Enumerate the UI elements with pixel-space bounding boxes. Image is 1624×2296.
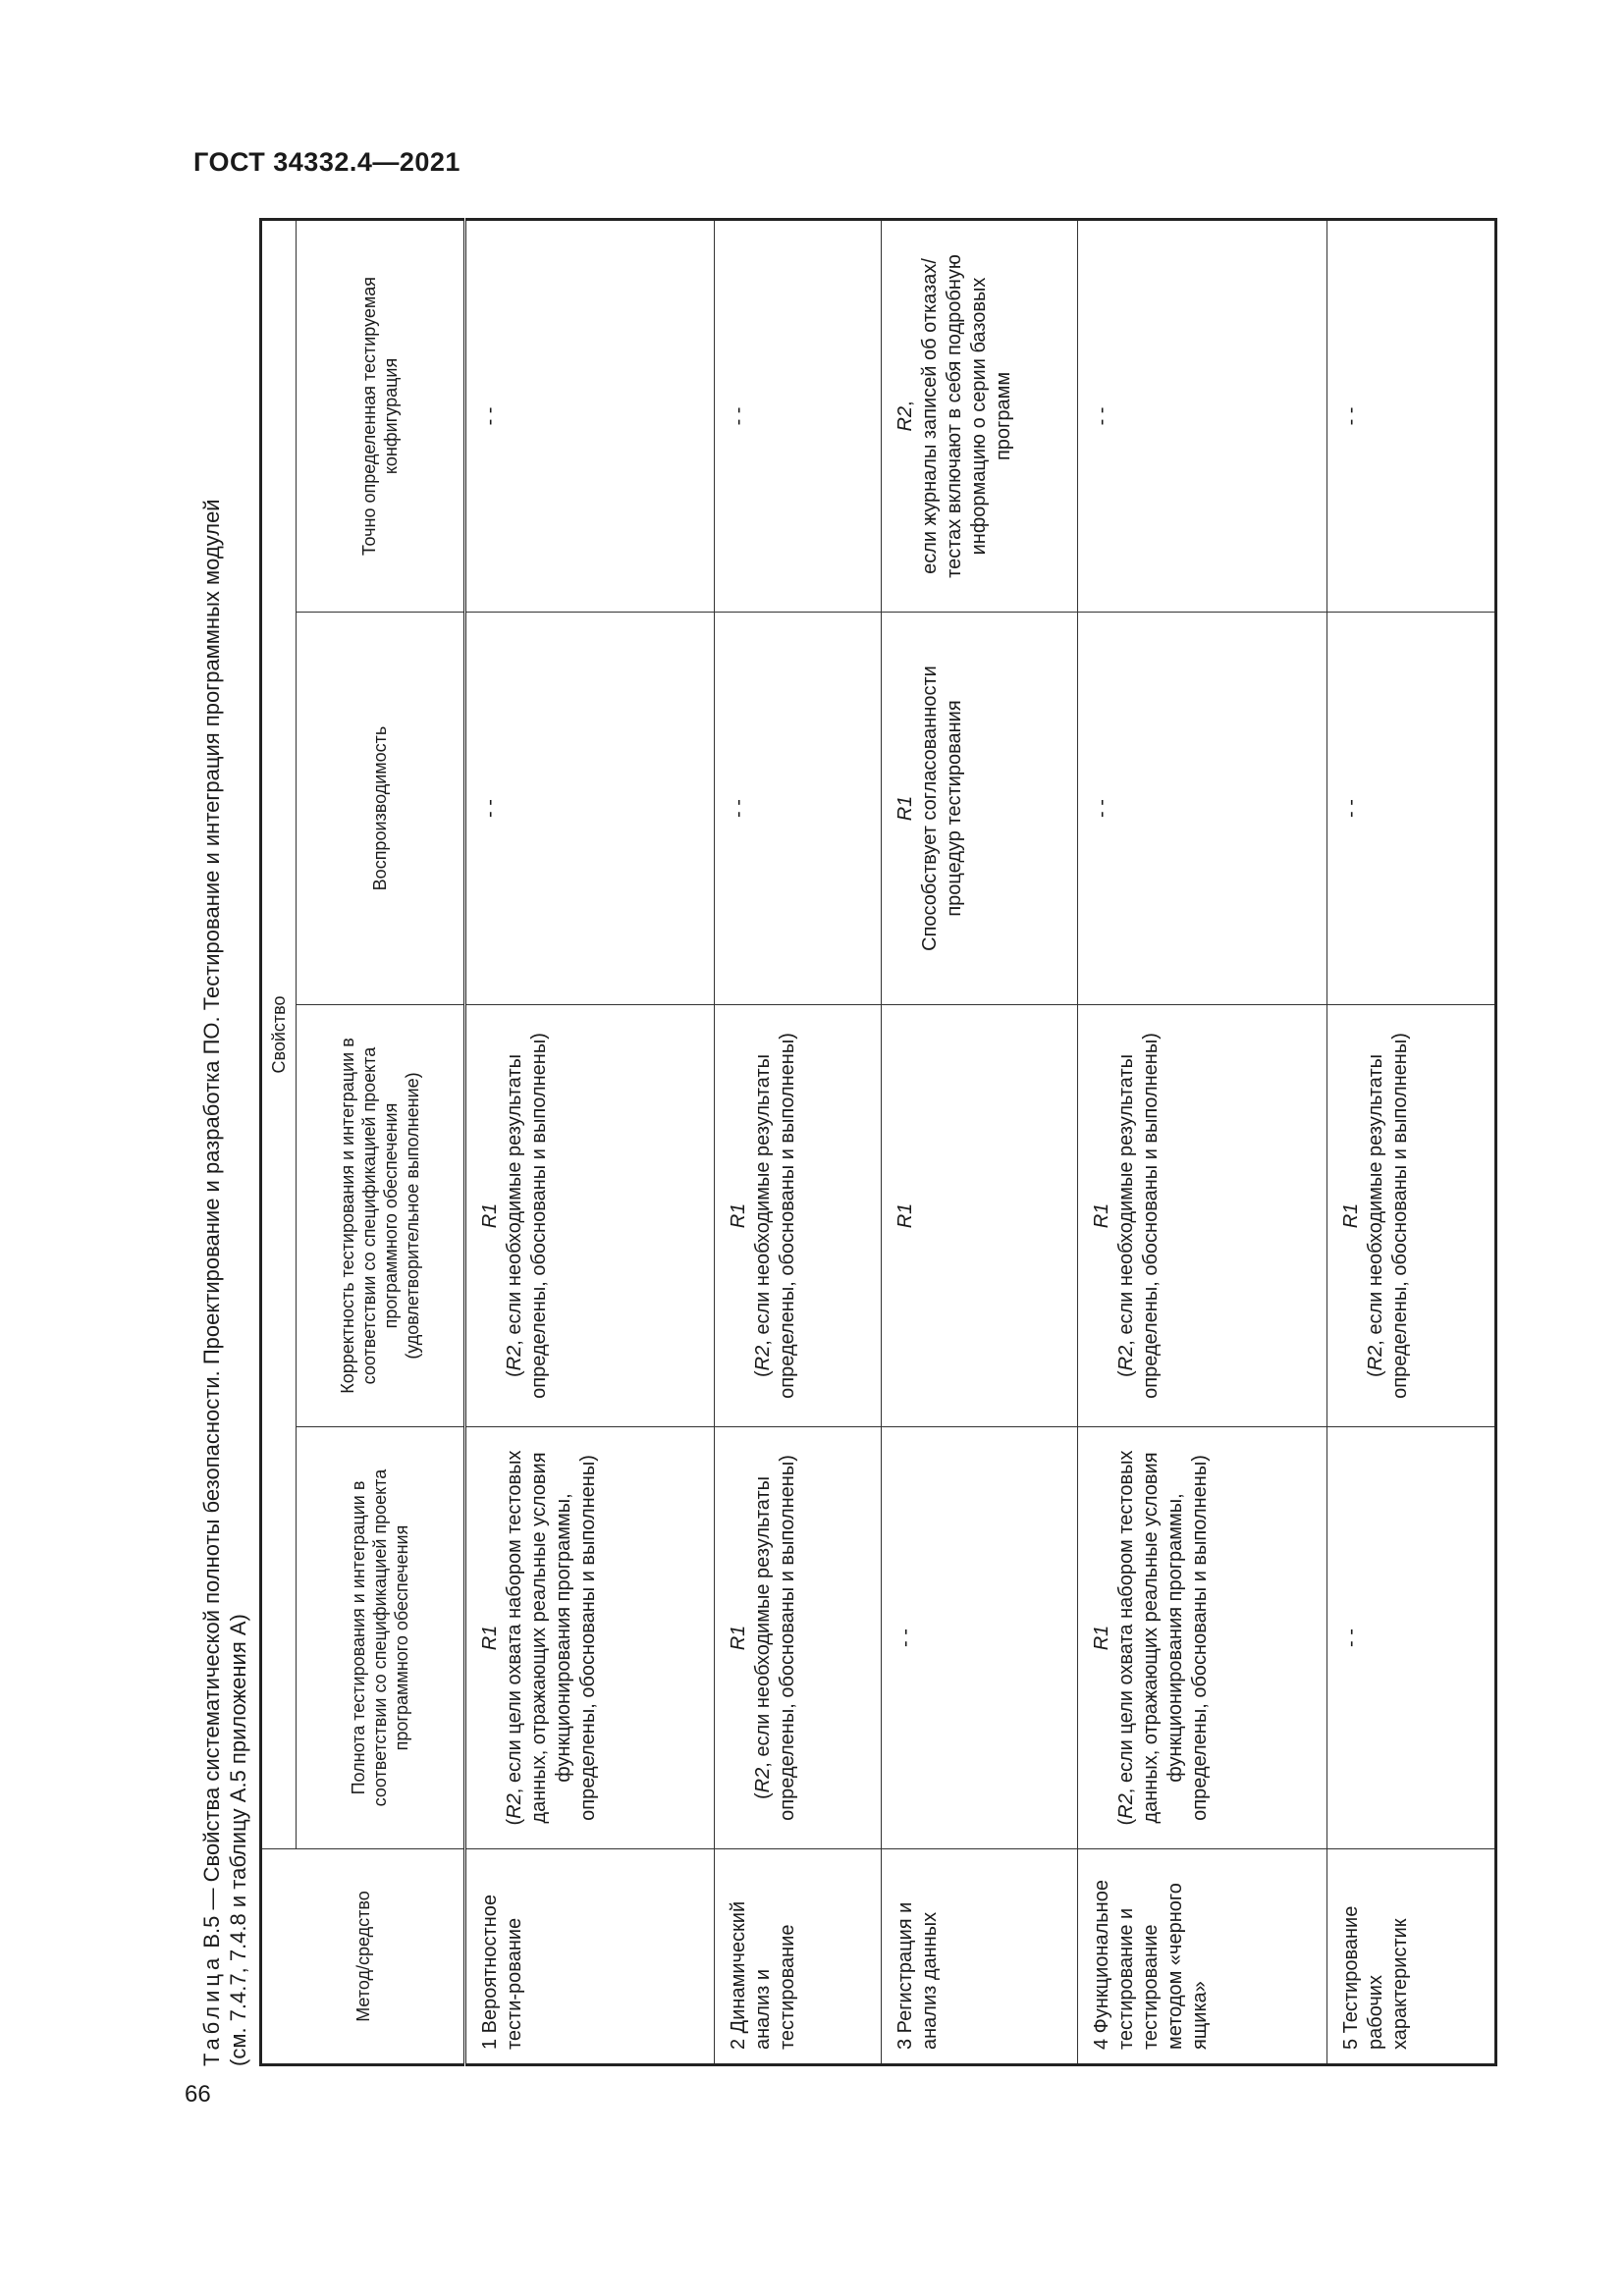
- cell-col-4: - -: [1327, 219, 1496, 612]
- table-row: [715, 219, 882, 2064]
- properties-table: [259, 218, 1497, 2066]
- document-code: ГОСТ 34332.4—2021: [193, 147, 460, 177]
- rank-label: R1: [1091, 1202, 1112, 1229]
- rank-label: R2: [894, 405, 916, 432]
- cell-col-1: - -: [882, 1427, 1078, 1849]
- note-text: , если цели охвата набором тестовых данных, отражающих реальные условия функционирования программы, определены, обоснованы и выполнены): [1115, 1450, 1211, 1824]
- cell-col-2: [1327, 1005, 1496, 1427]
- table-row: [882, 219, 1078, 2064]
- note-text: , если необходимые результаты определены, обоснованы и выполнены): [1365, 1033, 1411, 1399]
- table-row: [1327, 219, 1496, 2064]
- cell-col-1: [1078, 1427, 1327, 1849]
- note-rank: R2: [1115, 1793, 1137, 1819]
- note-rank: R2: [752, 1345, 774, 1371]
- cell-note: (R2, если необходимые результаты определены, обоснованы и выполнены): [1365, 1033, 1411, 1399]
- note-text: , если необходимые результаты определены, обоснованы и выполнены): [752, 1033, 798, 1399]
- cell-note: (R2, если необходимые результаты определены, обоснованы и выполнены): [752, 1455, 798, 1821]
- cell-note: (R2, если цели охвата набором тестовых данных, отражающих реальные условия функционирования программы, определены, обоснованы и выполнены): [1115, 1450, 1211, 1826]
- method-cell: 1 Вероятностное тести-рование: [465, 1849, 715, 2065]
- cell-col-2: [465, 1005, 715, 1427]
- cell-col-4: R2, если журналы записей об отказах/тестах включают в себя подробную информацию о серии базовых программ: [882, 219, 1078, 612]
- note-rank: R2: [1365, 1345, 1386, 1371]
- note-rank: R2: [504, 1793, 525, 1819]
- method-cell: 5 Тестирование рабочих характеристик: [1327, 1849, 1496, 2065]
- cell-col-3: - -: [1078, 613, 1327, 1005]
- cell-col-1: [715, 1427, 882, 1849]
- method-cell: 2 Динамический анализ и тестирование: [715, 1849, 882, 2065]
- rank-label: R1: [894, 795, 916, 822]
- header-col-4: Точно определенная тестируемая конфигурация: [297, 219, 465, 612]
- table-row: [1078, 219, 1327, 2064]
- rank-label: R1: [479, 1625, 501, 1651]
- header-col-2: Корректность тестирования и интеграции в соответствии со спецификацией проекта программного обеспечения (удовлетворительное выполнение): [297, 1005, 465, 1427]
- cell-note: (R2, если цели охвата набором тестовых данных, отражающих реальные условия функционирования программы, определены, обоснованы и выполнены): [504, 1450, 599, 1826]
- cell-col-2: [715, 1005, 882, 1427]
- cell-col-3: - -: [465, 613, 715, 1005]
- table-caption: [198, 221, 251, 2066]
- rank-label: R1: [479, 1202, 501, 1229]
- cell-text: Способствует согласованности процедур тестирования: [919, 666, 965, 951]
- rank-label: R1: [1340, 1202, 1362, 1229]
- cell-col-4: - -: [465, 219, 715, 612]
- cell-note: (R2, если необходимые результаты определены, обоснованы и выполнены): [1115, 1033, 1162, 1399]
- rank-label: R1: [1091, 1625, 1112, 1651]
- cell-col-3: [882, 613, 1078, 1005]
- cell-col-3: - -: [1327, 613, 1496, 1005]
- table-row: [465, 219, 715, 2064]
- note-rank: R2: [504, 1345, 525, 1371]
- cell-col-4: - -: [715, 219, 882, 612]
- rank-label: R1: [728, 1202, 749, 1229]
- note-text: , если необходимые результаты определены, обоснованы и выполнены): [1115, 1033, 1162, 1399]
- cell-col-4: - -: [1078, 219, 1327, 612]
- note-rank: R2: [1115, 1345, 1137, 1371]
- cell-col-3: - -: [715, 613, 882, 1005]
- cell-col-1: [465, 1427, 715, 1849]
- note-rank: R2: [752, 1767, 774, 1793]
- caption-text: В.5 — Свойства систематической полноты безопасности. Проектирование и разработка ПО. Тестирование и интеграция программных модулей: [199, 499, 224, 1954]
- cell-note: (R2, если необходимые результаты определены, обоснованы и выполнены): [752, 1033, 798, 1399]
- header-method: Метод/средство: [261, 1849, 465, 2065]
- rank-label: R1: [894, 1202, 916, 1229]
- caption-label: Таблица: [199, 1953, 224, 2066]
- header-col-3: Воспроизводимость: [297, 613, 465, 1005]
- rank-label: R1: [728, 1625, 749, 1651]
- cell-col-1: - -: [1327, 1427, 1496, 1849]
- cell-text: если журналы записей об отказах/тестах включают в себя подробную информацию о серии базовых программ: [919, 254, 1014, 578]
- rotated-table-area: [179, 221, 1514, 2066]
- header-col-1: Полнота тестирования и интеграции в соответствии со спецификацией проекта программного обеспечения: [297, 1427, 465, 1849]
- note-text: , если необходимые результаты определены, обоснованы и выполнены): [504, 1033, 550, 1399]
- cell-col-2: [882, 1005, 1078, 1427]
- cell-note: (R2, если необходимые результаты определены, обоснованы и выполнены): [504, 1033, 550, 1399]
- caption-line2: (см. 7.4.7, 7.4.8 и таблицу А.5 приложения А): [226, 1614, 250, 2066]
- page-number: 66: [185, 2081, 211, 2108]
- cell-col-2: [1078, 1005, 1327, 1427]
- method-cell: 3 Регистрация и анализ данных: [882, 1849, 1078, 2065]
- method-cell: 4 Функциональное тестирование и тестирование методом «черного ящика»: [1078, 1849, 1327, 2065]
- note-text: , если необходимые результаты определены, обоснованы и выполнены): [752, 1455, 798, 1821]
- note-text: , если цели охвата набором тестовых данных, отражающих реальные условия функционирования программы, определены, обоснованы и выполнены): [504, 1450, 599, 1824]
- header-property-group: Свойство: [261, 219, 297, 1848]
